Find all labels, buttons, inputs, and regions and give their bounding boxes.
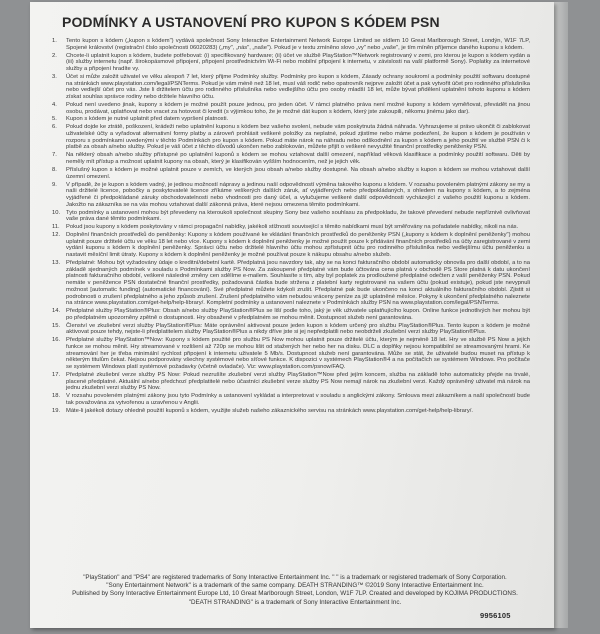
clause-text: Členství ve zkušební verzi služby PlayStation®Plus: Máte oprávnění aktivovat pouze jeden kupon s kódem určený pro službu PlayStation®Plus. Tento kupon s kódem je možné aktivovat pouze tehdy, nejste-li předplatitelem služby PlayStation®Plus a nikdy dříve jste si jej nepředplatili nebo neobdrželi zkušební verzi služby PlayStation®Plus. xyxy=(66,322,530,336)
terms-clause xyxy=(52,337,530,371)
terms-clause xyxy=(52,210,530,223)
clause-text: Tyto podmínky a ustanovení mohou být převedeny na kteroukoli společnost skupiny Sony bez vašeho souhlasu za předpokladu, že takové převedení nebude nepříznivě ovlivňovat vaše práva dané těmito podmínkami. xyxy=(66,209,530,223)
terms-clause xyxy=(52,224,530,231)
clause-number: 6. xyxy=(52,124,57,131)
clause-number: 7. xyxy=(52,152,57,159)
booklet-fold-shadow xyxy=(554,2,568,628)
terms-clause xyxy=(52,152,530,165)
clause-text: Tento kupon s kódem („kupon s kódem") vydává společnost Sony Interactive Entertainment Network Europe Limited se sídlem 10 Great Marlborough Street, Londýn, W1F 7LP, Spojené království (registrační číslo společnosti 06020283) („my", „nás", „naše"). Pokud je v textu zmíněno slovo „vy" nebo „vaše", je tím míněn příjemce daného kuponu s kódem. xyxy=(66,38,530,51)
clause-number: 8. xyxy=(52,166,57,173)
clause-text: Chcete-li uplatnit kupon s kódem, budete potřebovat: (i) specifikovaný hardware; (ii) účet ve službě PlayStation™Network registrovaný v zemi, pro kterou je kupon s kódem vydán a (iii) služby internetu (např. širokopásmové připojení, připojení prostřednictvím Wi-Fi nebo mobilní připojení k internetu, v závislosti na vaší platformě Sony). Poplatky za internetové služby a připojení hradíte vy. xyxy=(66,52,530,72)
clause-number: 9. xyxy=(52,181,57,188)
clause-number: 18. xyxy=(52,393,61,400)
clause-number: 14. xyxy=(52,308,61,315)
trademark-footer xyxy=(60,574,530,607)
terms-clause-list xyxy=(52,38,530,416)
clause-text: Předplatné služby PlayStation®Plus: Obsah a/nebo služby PlayStation®Plus se liší podle toho, jaký je věk uživatele uplatňujícího kupon. Online funkce jednotlivých her mohou být po předplatném upozorněny zpětně o dostupnosti. Hry obsažené v předplatném se mohou měnit. Dostupnost služeb není garantována. xyxy=(66,308,530,321)
clause-number: 2. xyxy=(52,52,57,59)
clause-number: 11. xyxy=(52,224,60,231)
clause-text: Předplatné zkušební verze služby PS Now: Pokud nezrušíte zkušební verzi služby PlayStation™Now před jejím koncem, služba na základě toho automaticky přejde na trvalé, placené předplatné. Aktuální a/nebo předchozí předplatitelé nebo účastníci zkušební verze služby PS Now nemají nárok na zkušební verzi. Každý oprávněný uživatel má nárok na jednu zkušební verzi služby PS Now. xyxy=(66,372,530,392)
clause-number: 19. xyxy=(52,407,61,414)
terms-clause xyxy=(52,74,530,101)
terms-clause xyxy=(52,408,530,415)
terms-clause xyxy=(52,232,530,259)
terms-clause xyxy=(52,116,530,123)
clause-number: 16. xyxy=(52,337,61,344)
clause-number: 17. xyxy=(52,372,61,379)
clause-number: 1. xyxy=(52,38,57,44)
terms-clause xyxy=(52,124,530,151)
clause-text: Předplatné: Mohou být vyžadovány údaje o kreditní/debetní kartě. Předplatná jsou navzdory tak, aby se na konci fakturačního období automaticky obnovila pro další období, a to na základě sjednaných podmínek v souladu s Podmínkami služby PS Now. Za zakoupené předplatné vám bude účtována cena platná v obchodě PS Store platná k datu ukončení platnosti fakturačního období, veškeré následné změny cen sdělíme e-mailem. Souhlasíte s tím, aby byl poplatek za prodloužené předplatné odečten z vaší peněženky PSN. Pokud nemáte v peněžence PSN dostatečné finanční prostředky, požadovaná částka bude stržena z platební karty registrované na vašem účtu (pokud existuje), pokud jste nevypnuli možnost [automatic funding] (automatické financování). Své předplatné můžete kdykoli zrušit. Předplatné pak bude ukončeno na konci aktuálního fakturačního období. Zjistit si podrobnosti o zrušení předplatného a jeho způsob zrušení. Zrušení předplatného vám nebudou vráceny peníze za již uplatněné měsíce. Pokyny k ukončení předplatného naleznete na stránce www.playstation.com/get-help/help-library/. Kompletní podmínky a ustanovení naleznete v Podmínkách služby PSN na www.playstation.com/legal/PSNTerms. xyxy=(66,260,530,307)
clause-text: Pokud není uvedeno jinak, kupony s kódem je možné použít pouze jednou, pro jeden účet. V rámci platného práva není možné kupony s kódem vyměňovat, převádět na jinou osobu, prodávat, uplatňovat nebo vracet za hotovost či kredit (s výjimkou toho, že je možné dát kupon s kódem, který jste zakoupili, někomu jinému jako dar). xyxy=(66,101,530,115)
clause-number: 15. xyxy=(52,322,61,329)
clause-number: 3. xyxy=(52,73,57,80)
clause-text: Příslušný kupon s kódem je možné uplatnit pouze v zemích, ve kterých jsou obsah a/nebo služby dostupné. Na obsah a/nebo služby s kupon s kódem se mohou vztahovat další územní omezení. xyxy=(66,166,530,180)
terms-clause xyxy=(52,38,530,51)
clause-number: 4. xyxy=(52,101,57,108)
trademark-line-2: "Sony Entertainment Network" is a trademark of the same company. DEATH STRANDING™ ©2019 Sony Interactive Entertainment Inc. xyxy=(106,582,484,590)
clause-text: Předplatné služby PlayStation™Now: Kupony s kódem použité pro službu PS Now mohou uplatnit pouze držitelé účtu, kterým je nejméně 18 let. Hry ve službě PS Now a jejich funkce se mohou měnit. Hry streamované v rozlišení až 720p se mohou lišit od stažených her nebo her na disku. DLC a doplňky nejsou kompatibilní se streamovanými hrami. Ke streamování her je třeba minimální rychlost připojení k internetu uživatele 5 Mb/s. Dostupnost služeb není garantována. Může se stát, že uživatelé budou muset na přístup k některým titulům čekat. Nejsou podporovány všechny systémové nebo síťové funkce. K dispozici v systémech PlayStation®4 a na počítačích se systémem Windows. Pro počítače se systémem Windows platí systémové požadavky (včetně ovladače). Viz: www.playstation.com/psnow/FAQ. xyxy=(66,337,530,371)
clause-text: Kupon s kódem je nutné uplatnit před datem vypršení platnosti. xyxy=(66,116,229,123)
clause-text: Pokud jsou kupony s kódem poskytovány v rámci propagační nabídky, jakékoli stížnosti související s těmito nabídkami musí být směřovány na pořadatele nabídky, nikoli na nás. xyxy=(66,224,519,231)
clause-text: Pokud dojde ke ztrátě, poškození, krádeži nebo uplatnění kuponu s kódem bez vašeho svolení, nebude vám poskytnuta žádná náhrada. Vyhrazujeme si právo ukončit či zablokovat uživatelské účty a vyřadovat alternativní formy platby a zároveň prohlásit veškeré položky za neplatné, pokud zjistíme nebo máme podezření, že kupon s kódem je používán v rozporu s podmínkami uvedenými v těchto Podmínkách pro kupon s kódem. Pokud máte nárok na náhradu nebo odškodnění za kupon s kódem a jeho použití ve službě PSN či k platbě za obsah a/nebo služby. Pokud je váš účet z těchto důvodů ukončen nebo zablokován, můžete přijít o veškeré nevyužité finanční prostředky peněženky PSN. xyxy=(66,124,530,151)
clause-text: Na některý obsah a/nebo služby přístupné po uplatnění kuponů s kódem se mohou vztahovat další omezení, například věková klasifikace a podmínky použití softwaru. Děti by neměly mít přístup a možnost uplatnit kupony na obsah, který je klasifikován vyšším hodnocením, než je jejich věk. xyxy=(66,152,530,166)
page-title: PODMÍNKY A USTANOVENÍ PRO KUPON S KÓDEM PSN xyxy=(62,14,440,30)
trademark-line-3: Published by Sony Interactive Entertainment Europe Ltd, 10 Great Marlborough Street, London, W1F 7LP. Created and developed by KOJIMA PRODUCTIONS. xyxy=(72,590,518,598)
terms-clause xyxy=(52,102,530,115)
terms-clause xyxy=(52,323,530,336)
terms-clause xyxy=(52,167,530,180)
clause-number: 5. xyxy=(52,116,57,123)
clause-text: V rozsahu povoleném platnými zákony jsou tyto Podmínky a ustanovení vykládat a interpretovat v souladu s anglickými zákony. Smlouva mezi zákazníkem a naší společností bude tak považována za vytvořenou a uzavřenou v Anglii. xyxy=(66,393,530,407)
trademark-line-4: "DEATH STRANDING" is a trademark of Sony Interactive Entertainment Inc. xyxy=(188,598,402,606)
clause-text: Účet si může založit uživatel ve věku alespoň 7 let, který přijme Podmínky služby. Podmínky pro kupon s kódem, Zásady ochrany soukromí a podmínky použití softwaru dostupné na stránkách www.playstation.com/legal/PSNTerms. Pokud je vám méně než 18 let, musí váš rodič nebo opatrovník nejprve založit účet a pak vytvořit účet pro rodinného příslušníka nebo vedlejší účet pro vás. Jste li držitelem účtu pro rodinného příslušníka nebo vedlejšího účtu pro osoby mladší 18 let, může bývat přidělení uplatnění tohoto kuponu s kódem získat souhlas správce rodiny nebo držitele hlavního účtu. xyxy=(66,73,530,100)
trademark-line-1: "PlayStation" and "PS4" are registered trademarks of Sony Interactive Entertainment Inc. " " is a trademark or registered trademark of Sony Corporation. xyxy=(83,574,507,581)
product-code: 9956105 xyxy=(480,611,511,620)
clause-number: 12. xyxy=(52,232,61,239)
terms-clause xyxy=(52,393,530,406)
clause-number: 10. xyxy=(52,209,61,216)
clause-text: Doplnění finančních prostředků do peněženky: Kupony s kódem používané ke vkládání finančních prostředků do peněženky PSN („kupony s kódem k doplnění peněženky") mohou uplatnit pouze držitelé účtu ve věku 18 let nebo více. Kupony s kódem k doplnění peněženky je možné použít pouze k přidávání finančních prostředků na účty zaregistrované v zemi vydání kuponu s kódem k doplnění peněženky. Správci účtu nebo držitelé hlavního účtu mohou zpřístupnit účtu pro rodinného příslušníka nebo vedlejšímu účtu peněženku a nastavit měsíční limit útraty. Kupony s kódem k doplnění peněženky je možné používat pouze k nákupu obsahu a/nebo služeb. xyxy=(66,232,530,259)
clause-text: Máte-li jakékoli dotazy ohledně použití kuponů s kódem, využijte služeb našeho zákaznického servisu na stránkách www.playstation.com/get-help/help-library/. xyxy=(66,407,473,414)
terms-clause xyxy=(52,372,530,392)
clause-number: 13. xyxy=(52,260,61,267)
terms-clause xyxy=(52,182,530,209)
terms-clause xyxy=(52,53,530,73)
clause-text: V případě, že je kupon s kódem vadný, je jedinou možností nápravy a jedinou naší odpovědností výměna takového kuponu s kódem. V rozsahu povoleném platnými zákony se my a naši držitelé licence, pobočky a poskytovatelé licence zříkáme veškerých dalších záruk, ať vyjádřených nebo předpokládaných, s ohledem na kupony s kódem, a to zejména vyjádřené či předpokládané záruky obchodovatelnosti nebo vhodnosti pro daný účel, a vylučujeme veškeré další odpovědnosti vycházející z vašeho použití kuponu s kódem. Jakožto na zákazníka se na vás mohou vztahovat další zákonná práva, které nejsou omezena těmito podmínkami. xyxy=(66,181,530,208)
terms-clause xyxy=(52,260,530,307)
terms-clause xyxy=(52,308,530,321)
